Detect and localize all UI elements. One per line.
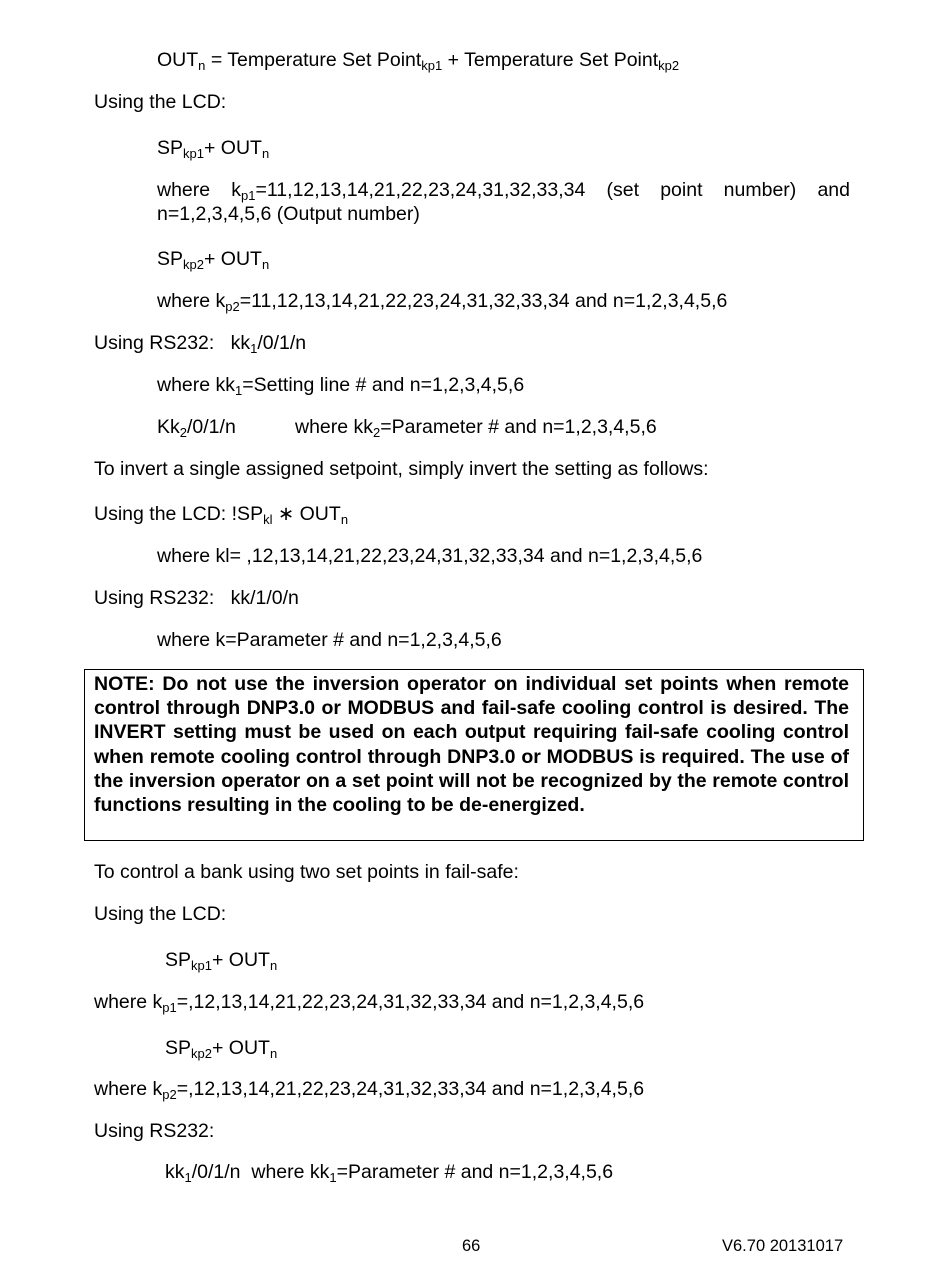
where-kp1-text: where $k_{p1}=11,12,13,14,21,22,23,24,31,32,33,34$ (set point number) and n=1,2,3,4,5,6 (Output number)	[157, 179, 850, 225]
invert-intro: To invert a single assigned setpoint, simply invert the setting as follows:	[94, 458, 709, 480]
bank-intro: To control a bank using two set points in fail-safe:	[94, 861, 519, 883]
where-k-text: where k=Parameter # and n=1,2,3,4,5,6	[157, 629, 502, 651]
where-kp1-text-2: where $k_{p1}=,12,13,14,21,22,23,24,31,32,33,34$ and n=1,2,3,4,5,6	[94, 991, 645, 1015]
lcd-heading: Using the LCD:	[94, 91, 227, 113]
where-kp2-text-2: where $k_{p2}=,12,13,14,21,22,23,24,31,32,33,34$ and n=1,2,3,4,5,6	[94, 1078, 645, 1102]
note-text: NOTE: Do not use the inversion operator on individual set points when remote control through DNP3.0 or MODBUS and fail-safe cooling control is desired. The INVERT setting must be used on each output requiring fail-safe cooling control when remote cooling control through DNP3.0 or MODBUS is required. The use of the inversion operator on a set point will not be recognized by the remote control functions resulting in the cooling to be de-energized.	[94, 673, 849, 817]
sp-kp1-expression: $SP_{kp1}+ OUT_n$	[157, 137, 270, 161]
where-kk2-text: where $kk_2=Parameter$ # and n=1,2,3,4,5,6	[295, 416, 657, 440]
where-kl-text: where kl= ,12,13,14,21,22,23,24,31,32,33,34 and n=1,2,3,4,5,6	[157, 545, 703, 567]
sp-kp2-expression-2: $SP_{kp2}+ OUT_n$	[165, 1037, 278, 1061]
rs232-line-2: Using RS232: kk/1/0/n	[94, 587, 299, 609]
formula-out: $OUT_n$ = Temperature Set Point$_{kp1}$ + Temperature Set Point$_{kp2}$	[157, 49, 680, 73]
lcd-heading-2: Using the LCD:	[94, 903, 227, 925]
page-number: 66	[462, 1237, 481, 1255]
where-kp2-text: where $k_{p2}=11,12,13,14,21,22,23,24,31,32,33,34$ and n=1,2,3,4,5,6	[157, 290, 728, 314]
kk2-command: $Kk_2/0/1/n$	[157, 416, 236, 440]
sp-kp1-expression-2: $SP_{kp1}+ OUT_n$	[165, 949, 278, 973]
where-kk1-text: where $kk_1=Setting$ line # and n=1,2,3,4,5,6	[157, 374, 525, 398]
sp-kp2-expression: $SP_{kp2}+ OUT_n$	[157, 248, 270, 272]
rs232-line-1: Using RS232: $kk_1/0/1/n$	[94, 332, 307, 356]
version-label: V6.70 20131017	[722, 1237, 844, 1255]
note-box	[84, 669, 864, 841]
rs232-heading: Using RS232:	[94, 1120, 215, 1142]
kk1-command: $kk_1/0/1/n$ where $kk_1=Parameter$ # and n=1,2,3,4,5,6	[165, 1161, 614, 1185]
lcd-invert-expression: Using the LCD: $!SP_{kl}$ ∗ $OUT_n$	[94, 503, 349, 527]
